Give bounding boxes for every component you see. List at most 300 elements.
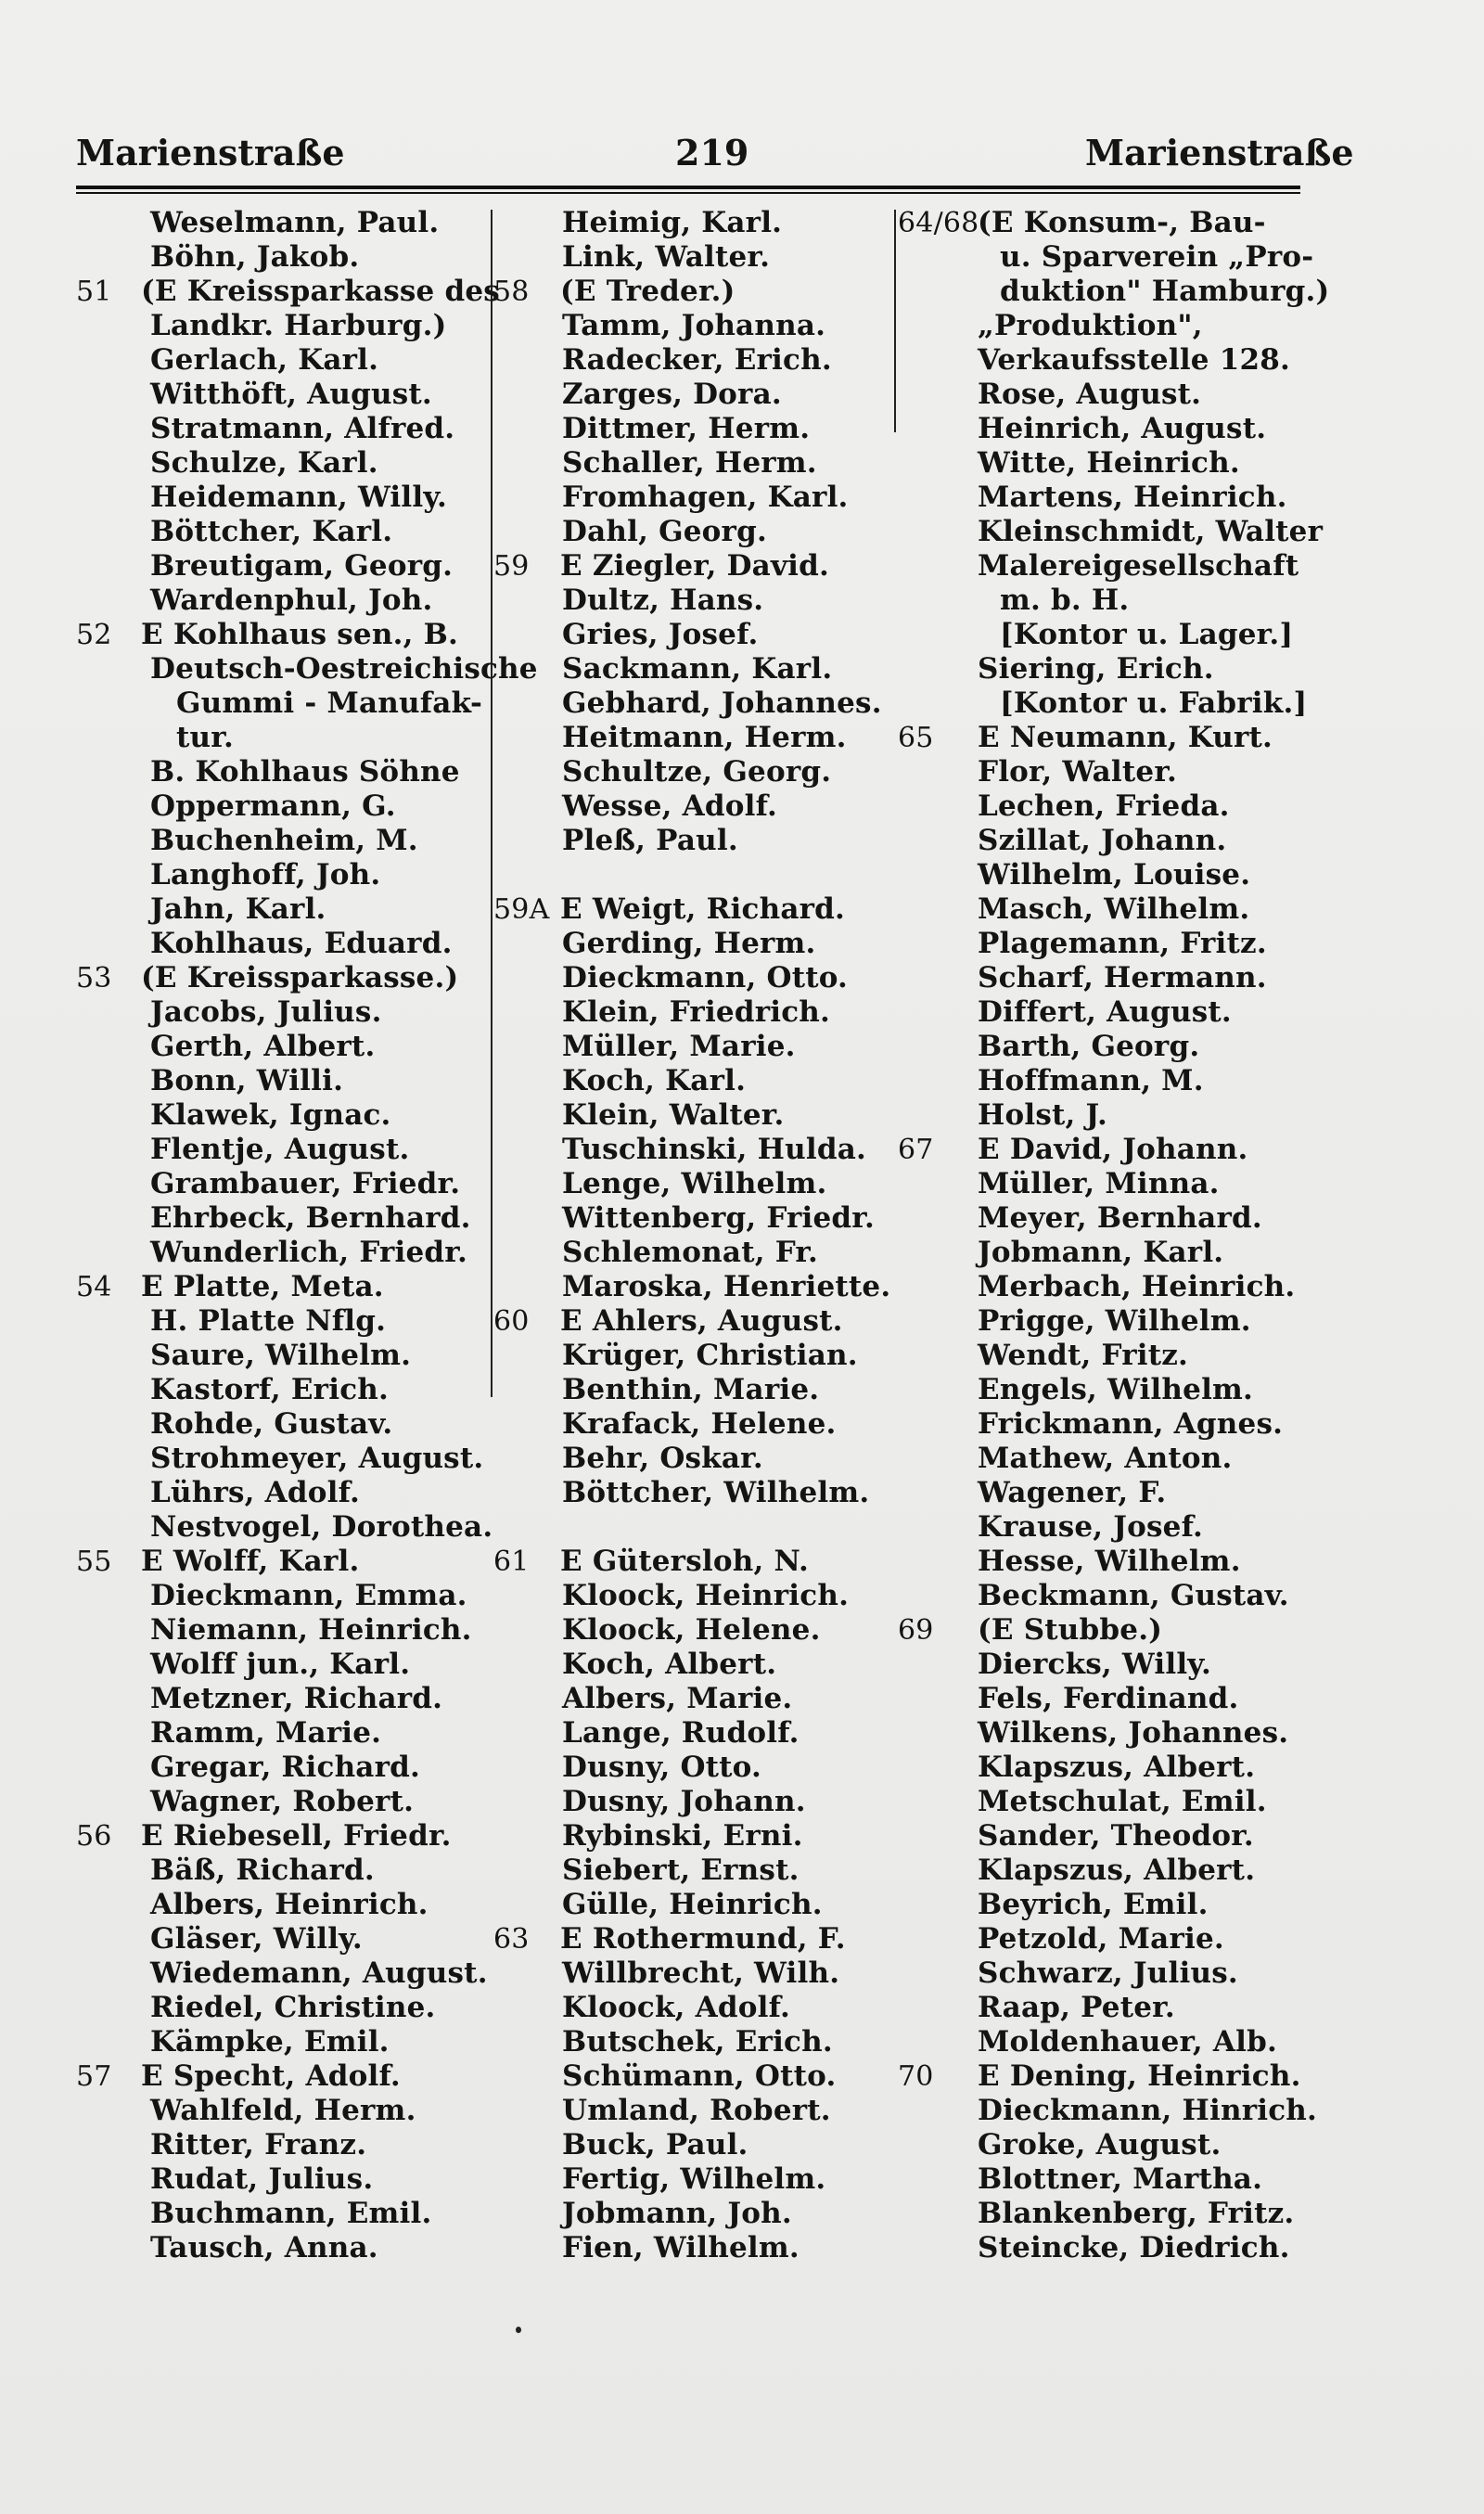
- entry-text: Blottner, Martha.: [978, 2162, 1263, 2196]
- entry-text: Saure, Wilhelm.: [150, 1339, 412, 1372]
- directory-entry: [76, 549, 484, 584]
- entry-text: Merbach, Heinrich.: [978, 1270, 1296, 1303]
- directory-entry: [76, 1888, 484, 1922]
- directory-entry: [898, 1682, 1306, 1716]
- entry-text: Hesse, Wilhelm.: [978, 1545, 1241, 1578]
- directory-entry: [493, 1407, 894, 1442]
- directory-entry: [76, 824, 484, 858]
- entry-text: „Produktion",: [978, 309, 1203, 342]
- entry-text: tur.: [176, 721, 234, 754]
- entry-text: Klein, Walter.: [562, 1098, 785, 1132]
- entry-text: Fertig, Wilhelm.: [562, 2162, 826, 2196]
- entry-text: Buchenheim, M.: [150, 824, 418, 857]
- entry-text: (E Kreissparkasse.): [141, 961, 459, 994]
- entry-text: E David, Johann.: [978, 1133, 1248, 1166]
- entry-text: Kloock, Helene.: [562, 1613, 821, 1647]
- entry-text: Kämpke, Emil.: [150, 2025, 390, 2059]
- house-number: 59: [493, 550, 530, 583]
- directory-entry: [493, 1545, 894, 1579]
- directory-entry: [76, 1956, 488, 1991]
- directory-entry: [76, 789, 484, 824]
- directory-entry: [76, 858, 484, 892]
- entry-text: Koch, Albert.: [562, 1648, 777, 1681]
- page-number: 219: [675, 132, 749, 173]
- directory-entry: [76, 1991, 484, 2025]
- entry-text: Meyer, Bernhard.: [978, 1201, 1262, 1235]
- entry-text: Gerlach, Karl.: [150, 343, 379, 377]
- directory-entry: [898, 1407, 1306, 1442]
- directory-entry: [76, 1201, 484, 1236]
- directory-entry: [493, 1579, 894, 1613]
- directory-entry: [76, 206, 484, 240]
- directory-entry: [76, 1339, 484, 1373]
- directory-entry: [493, 309, 894, 343]
- entry-text: Heinrich, August.: [978, 412, 1267, 445]
- entry-text: Butschek, Erich.: [562, 2025, 833, 2059]
- directory-entry: [493, 824, 894, 858]
- entry-text: E Kohlhaus sen., B.: [141, 618, 458, 651]
- directory-entry: [493, 2059, 894, 2094]
- entry-text: Metzner, Richard.: [150, 1682, 443, 1715]
- entry-text: Heitmann, Herm.: [562, 721, 847, 754]
- directory-entry: [493, 1304, 894, 1339]
- directory-entry: [493, 1956, 894, 1991]
- entry-text: Müller, Marie.: [562, 1030, 796, 1063]
- entry-text: Schultze, Georg.: [562, 755, 832, 789]
- entry-text: Bäß, Richard.: [150, 1853, 375, 1887]
- directory-entry: [493, 961, 894, 995]
- entry-text: Lange, Rudolf.: [562, 1716, 800, 1750]
- entry-text: Weselmann, Paul.: [150, 206, 440, 239]
- directory-entry: [493, 1785, 894, 1819]
- running-header-left: Marienstraße: [76, 132, 345, 173]
- entry-text: Wilhelm, Louise.: [978, 858, 1251, 891]
- entry-text: Maroska, Henriette.: [562, 1270, 891, 1303]
- header-rule-thin: [76, 192, 1300, 194]
- entry-text: Zarges, Dora.: [562, 378, 782, 411]
- directory-entry: [493, 1373, 894, 1407]
- directory-entry: [493, 1442, 894, 1476]
- entry-text: Szillat, Johann.: [978, 824, 1227, 857]
- directory-entry: [76, 515, 484, 549]
- directory-entry: [493, 1339, 894, 1373]
- directory-entry: [76, 2128, 484, 2162]
- entry-text: Link, Walter.: [562, 240, 771, 274]
- directory-entry: [898, 2197, 1306, 2231]
- entry-text: Stratmann, Alfred.: [150, 412, 455, 445]
- entry-text: Ehrbeck, Bernhard.: [150, 1201, 471, 1235]
- entry-text: E Dening, Heinrich.: [978, 2059, 1301, 2093]
- directory-entry: [898, 1888, 1306, 1922]
- entry-text: Klawek, Ignac.: [150, 1098, 391, 1132]
- entry-text: Rybinski, Erni.: [562, 1819, 803, 1853]
- house-number: 51: [76, 276, 112, 308]
- entry-text: Fels, Ferdinand.: [978, 1682, 1239, 1715]
- directory-entry: [493, 1991, 894, 2025]
- entry-text: Fromhagen, Karl.: [562, 481, 849, 514]
- directory-entry: [76, 412, 484, 446]
- directory-entry: [898, 1991, 1306, 2025]
- house-number: 57: [76, 2060, 112, 2093]
- directory-entry: [76, 755, 484, 789]
- entry-text: Umland, Robert.: [562, 2094, 831, 2127]
- entry-text: duktion" Hamburg.): [1000, 275, 1330, 308]
- directory-entry: [898, 1339, 1306, 1373]
- entry-text: Dahl, Georg.: [562, 515, 767, 548]
- house-number: 55: [76, 1546, 112, 1578]
- directory-entry: [493, 1716, 894, 1751]
- directory-entry: [898, 686, 1306, 721]
- directory-entry: [898, 721, 1306, 755]
- house-number: 53: [76, 962, 112, 994]
- entry-text: Riedel, Christine.: [150, 1991, 436, 2024]
- directory-entry: [76, 1236, 484, 1270]
- entry-text: u. Sparverein „Pro-: [1000, 240, 1314, 274]
- directory-entry: [898, 206, 1306, 240]
- house-number: 63: [493, 1923, 530, 1956]
- entry-text: Schulze, Karl.: [150, 446, 378, 480]
- entry-text: Grambauer, Friedr.: [150, 1167, 461, 1200]
- entry-text: Gläser, Willy.: [150, 1922, 363, 1956]
- directory-entry: [493, 652, 894, 686]
- entry-text: H. Platte Nflg.: [150, 1304, 387, 1338]
- directory-entry: [898, 1545, 1306, 1579]
- directory-entry: [898, 343, 1306, 378]
- directory-entry: [76, 240, 484, 275]
- entry-text: Wahlfeld, Herm.: [150, 2094, 416, 2127]
- directory-entry: [493, 892, 894, 927]
- directory-entry: [898, 2025, 1306, 2059]
- house-number: 59A: [493, 893, 550, 926]
- directory-entry: [898, 961, 1306, 995]
- directory-entry: [493, 1751, 894, 1785]
- entry-text: Müller, Minna.: [978, 1167, 1220, 1200]
- entry-text: Buck, Paul.: [562, 2128, 748, 2161]
- entry-text: Petzold, Marie.: [978, 1922, 1224, 1956]
- entry-text: Schaller, Herm.: [562, 446, 817, 480]
- directory-entry: [76, 2059, 484, 2094]
- entry-text: Wardenphul, Joh.: [150, 584, 433, 617]
- entry-text: Böttcher, Karl.: [150, 515, 393, 548]
- directory-entry: [493, 1819, 894, 1853]
- directory-entry: [493, 240, 894, 275]
- entry-text: Jobmann, Karl.: [978, 1236, 1224, 1269]
- entry-text: Gummi - Manufak-: [176, 686, 483, 720]
- directory-entry: [898, 446, 1306, 481]
- entry-text: Beyrich, Emil.: [978, 1888, 1209, 1921]
- entry-text: Dultz, Hans.: [562, 584, 764, 617]
- entry-text: B. Kohlhaus Söhne: [150, 755, 460, 789]
- entry-text: Metschulat, Emil.: [978, 1785, 1267, 1818]
- directory-entry: [898, 995, 1306, 1030]
- directory-entry: [898, 1270, 1306, 1304]
- directory-entry: [76, 1682, 484, 1716]
- entry-text: Jahn, Karl.: [150, 892, 326, 926]
- entry-text: Siebert, Ernst.: [562, 1853, 800, 1887]
- entry-text: Oppermann, G.: [150, 789, 396, 823]
- entry-text: Wesse, Adolf.: [562, 789, 778, 823]
- entry-text: Gerding, Herm.: [562, 927, 816, 960]
- house-number: 56: [76, 1820, 112, 1853]
- entry-text: Böhn, Jakob.: [150, 240, 360, 274]
- directory-entry: [76, 1373, 484, 1407]
- directory-entry: [76, 584, 484, 618]
- directory-entry: [898, 858, 1306, 892]
- directory-entry: [898, 412, 1306, 446]
- entry-text: Hoffmann, M.: [978, 1064, 1204, 1097]
- entry-text: Moldenhauer, Alb.: [978, 2025, 1277, 2059]
- directory-entry: [493, 1853, 894, 1888]
- entry-text: Flor, Walter.: [978, 755, 1178, 789]
- entry-text: Barth, Georg.: [978, 1030, 1200, 1063]
- entry-text: Schümann, Otto.: [562, 2059, 837, 2093]
- entry-text: Landkr. Harburg.): [150, 309, 447, 342]
- directory-entry: [493, 1167, 894, 1201]
- entry-text: Radecker, Erich.: [562, 343, 832, 377]
- entry-text: Schwarz, Julius.: [978, 1956, 1238, 1990]
- directory-entry: [76, 686, 484, 721]
- directory-entry: [76, 1819, 484, 1853]
- entry-text: Wagner, Robert.: [150, 1785, 415, 1818]
- directory-entry: [898, 1167, 1306, 1201]
- directory-entry: [493, 2025, 894, 2059]
- directory-entry: [76, 1030, 484, 1064]
- entry-text: E Ziegler, David.: [560, 549, 830, 583]
- directory-entry: [76, 378, 484, 412]
- entry-text: E Gütersloh, N.: [560, 1545, 809, 1578]
- directory-entry: [76, 1476, 484, 1510]
- entry-text: Behr, Oskar.: [562, 1442, 763, 1475]
- directory-entry: [76, 1167, 484, 1201]
- entry-text: Dieckmann, Emma.: [150, 1579, 467, 1612]
- entry-text: Ramm, Marie.: [150, 1716, 382, 1750]
- directory-entry: [898, 515, 1324, 549]
- house-number: 64/68: [898, 207, 979, 239]
- entry-text: Buchmann, Emil.: [150, 2197, 432, 2230]
- directory-entry: [898, 789, 1306, 824]
- directory-entry: [493, 343, 894, 378]
- directory-entry: [76, 1304, 484, 1339]
- directory-entry: [76, 2231, 484, 2265]
- directory-entry: [493, 995, 894, 1030]
- entry-text: Scharf, Hermann.: [978, 961, 1267, 994]
- directory-entry: [493, 1236, 894, 1270]
- directory-entry: [76, 1785, 484, 1819]
- directory-entry: [898, 1956, 1306, 1991]
- entry-text: Dusny, Otto.: [562, 1751, 762, 1784]
- directory-entry: [493, 618, 894, 652]
- entry-text: (E Konsum-, Bau-: [978, 206, 1266, 239]
- column-divider: [894, 210, 896, 432]
- entry-text: Krüger, Christian.: [562, 1339, 858, 1372]
- entry-text: Jacobs, Julius.: [150, 995, 382, 1029]
- house-number: 65: [898, 722, 934, 754]
- entry-text: Wiedemann, August.: [150, 1956, 488, 1990]
- entry-text: Bonn, Willi.: [150, 1064, 344, 1097]
- directory-entry: [76, 1270, 484, 1304]
- directory-entry: [898, 378, 1306, 412]
- column-middle: [493, 206, 894, 2265]
- directory-entry: [76, 1442, 484, 1476]
- directory-entry: [76, 1098, 484, 1133]
- entry-text: Dieckmann, Hinrich.: [978, 2094, 1318, 2127]
- directory-entry: [898, 1304, 1306, 1339]
- directory-entry: [76, 309, 484, 343]
- entry-text: Lechen, Frieda.: [978, 789, 1230, 823]
- directory-entry: [76, 1922, 484, 1956]
- entry-text: Klapszus, Albert.: [978, 1853, 1256, 1887]
- directory-entry: [493, 1030, 894, 1064]
- entry-text: Verkaufsstelle 128.: [978, 343, 1291, 377]
- entry-text: Diercks, Willy.: [978, 1648, 1211, 1681]
- entry-text: Jobmann, Joh.: [562, 2197, 792, 2230]
- house-number: 70: [898, 2060, 934, 2093]
- directory-entry: [898, 652, 1306, 686]
- house-number: 60: [493, 1305, 530, 1338]
- entry-text: Koch, Karl.: [562, 1064, 747, 1097]
- entry-text: Gülle, Heinrich.: [562, 1888, 823, 1921]
- entry-text: Böttcher, Wilhelm.: [562, 1476, 870, 1509]
- entry-text: Lührs, Adolf.: [150, 1476, 361, 1509]
- directory-entry: [898, 1098, 1306, 1133]
- directory-entry: [76, 2197, 484, 2231]
- entry-text: Wilkens, Johannes.: [978, 1716, 1289, 1750]
- column-right: [898, 206, 1330, 2265]
- entry-text: (E Kreissparkasse des: [141, 275, 500, 308]
- directory-entry: [493, 755, 894, 789]
- directory-entry: [493, 481, 894, 515]
- entry-text: Albers, Marie.: [562, 1682, 793, 1715]
- directory-entry: [493, 1064, 894, 1098]
- directory-entry: [76, 446, 484, 481]
- directory-entry: [76, 1751, 484, 1785]
- entry-text: Siering, Erich.: [978, 652, 1214, 686]
- entry-text: E Specht, Adolf.: [141, 2059, 401, 2093]
- entry-text: Masch, Wilhelm.: [978, 892, 1250, 926]
- directory-entry: [898, 1373, 1306, 1407]
- directory-entry: [493, 1613, 894, 1648]
- entry-text: Wagener, F.: [978, 1476, 1167, 1509]
- entry-text: Martens, Heinrich.: [978, 481, 1287, 514]
- entry-text: Sackmann, Karl.: [562, 652, 833, 686]
- entry-text: Dittmer, Herm.: [562, 412, 811, 445]
- directory-entry: [76, 995, 484, 1030]
- entry-text: Kloock, Heinrich.: [562, 1579, 850, 1612]
- entry-text: Sander, Theodor.: [978, 1819, 1254, 1853]
- entry-text: Strohmeyer, August.: [150, 1442, 484, 1475]
- directory-entry: [898, 275, 1330, 309]
- directory-entry: [898, 1648, 1306, 1682]
- directory-entry: [898, 1030, 1306, 1064]
- directory-entry: [493, 2094, 894, 2128]
- directory-entry: [898, 1579, 1306, 1613]
- directory-entry: [493, 1476, 894, 1510]
- directory-entry: [76, 481, 484, 515]
- directory-entry: [493, 378, 894, 412]
- entry-text: Gregar, Richard.: [150, 1751, 420, 1784]
- entry-text: Albers, Heinrich.: [150, 1888, 429, 1921]
- entry-text: Gerth, Albert.: [150, 1030, 376, 1063]
- entry-text: Fien, Wilhelm.: [562, 2231, 800, 2264]
- directory-entry: [898, 240, 1314, 275]
- directory-entry: [493, 858, 894, 892]
- directory-entry: [898, 824, 1306, 858]
- directory-entry: [76, 1133, 484, 1167]
- entry-text: (E Stubbe.): [978, 1613, 1163, 1647]
- directory-entry: [76, 1613, 484, 1648]
- entry-text: (E Treder.): [560, 275, 736, 308]
- directory-entry: [898, 1133, 1306, 1167]
- directory-entry: [898, 1819, 1306, 1853]
- directory-entry: [76, 652, 538, 686]
- entry-text: Tausch, Anna.: [150, 2231, 378, 2264]
- directory-entry: [898, 892, 1306, 927]
- entry-text: Langhoff, Joh.: [150, 858, 381, 891]
- entry-text: Tuschinski, Hulda.: [562, 1133, 866, 1166]
- directory-entry: [493, 584, 894, 618]
- entry-text: Gebhard, Johannes.: [562, 686, 882, 720]
- directory-entry: [898, 1064, 1306, 1098]
- entry-text: E Neumann, Kurt.: [978, 721, 1273, 754]
- ink-speck: [516, 2327, 521, 2333]
- directory-entry: [76, 927, 484, 961]
- entry-text: Prigge, Wilhelm.: [978, 1304, 1251, 1338]
- directory-entry: [76, 2094, 484, 2128]
- directory-entry: [493, 206, 894, 240]
- header-rule-thick: [76, 186, 1300, 189]
- directory-entry: [76, 892, 484, 927]
- entry-text: Willbrecht, Wilh.: [562, 1956, 840, 1990]
- entry-text: Rohde, Gustav.: [150, 1407, 393, 1441]
- entry-text: Niemann, Heinrich.: [150, 1613, 472, 1647]
- directory-entry: [898, 927, 1306, 961]
- running-header-right: Marienstraße: [1085, 132, 1354, 173]
- directory-entry: [898, 2162, 1306, 2197]
- directory-entry: [76, 1853, 484, 1888]
- entry-text: E Weigt, Richard.: [560, 892, 846, 926]
- directory-entry: [493, 927, 894, 961]
- entry-text: Wolff jun., Karl.: [150, 1648, 411, 1681]
- directory-entry: [76, 961, 484, 995]
- entry-text: Nestvogel, Dorothea.: [150, 1510, 493, 1544]
- house-number: 69: [898, 1614, 934, 1647]
- directory-entry: [493, 412, 894, 446]
- house-number: 61: [493, 1546, 530, 1578]
- house-number: 54: [76, 1271, 112, 1303]
- entry-text: Wunderlich, Friedr.: [150, 1236, 467, 1269]
- directory-entry: [493, 686, 894, 721]
- directory-entry: [493, 1510, 894, 1545]
- entry-text: Pleß, Paul.: [562, 824, 738, 857]
- entry-text: Heimig, Karl.: [562, 206, 783, 239]
- entry-text: Groke, August.: [978, 2128, 1222, 2161]
- directory-entry: [898, 481, 1306, 515]
- entry-text: Krause, Josef.: [978, 1510, 1204, 1544]
- directory-entry: [898, 2094, 1318, 2128]
- directory-entry: [76, 1716, 484, 1751]
- directory-entry: [898, 584, 1306, 618]
- directory-entry: [76, 618, 484, 652]
- entry-text: Differt, August.: [978, 995, 1232, 1029]
- entry-text: E Platte, Meta.: [141, 1270, 384, 1303]
- column-divider: [491, 210, 493, 1397]
- directory-entry: [898, 309, 1306, 343]
- entry-text: Wendt, Fritz.: [978, 1339, 1189, 1372]
- directory-entry: [493, 1133, 894, 1167]
- directory-entry: [898, 618, 1306, 652]
- directory-entry: [493, 1682, 894, 1716]
- entry-text: E Wolff, Karl.: [141, 1545, 360, 1578]
